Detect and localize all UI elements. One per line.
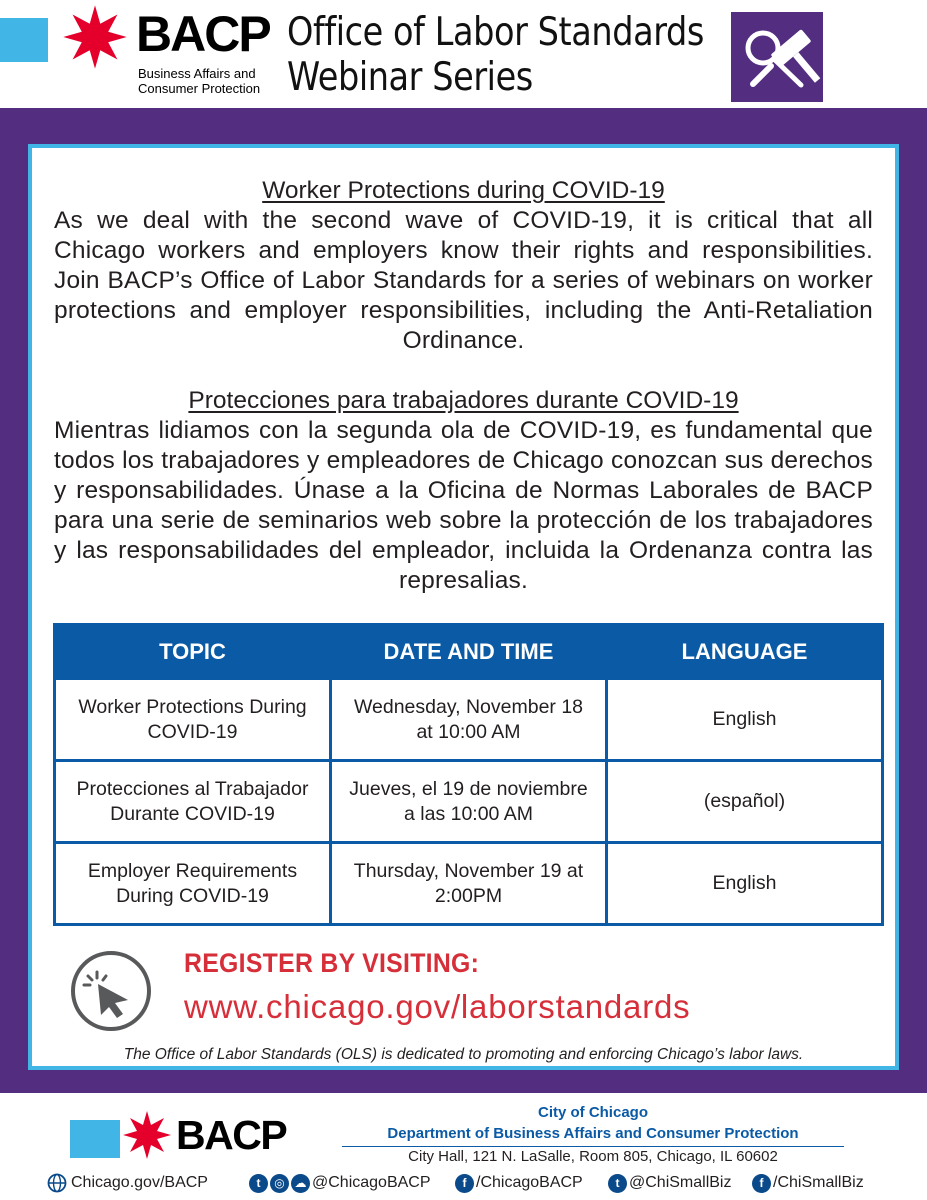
flag-blue-bar: [0, 18, 48, 62]
table-row: [55, 679, 883, 761]
date-cell: [331, 843, 607, 925]
click-cursor-icon: [70, 950, 152, 1032]
language-cell: English: [607, 843, 883, 925]
footer-city: City of Chicago: [537, 1104, 648, 1121]
spanish-body: Mientras lidiamos con la segunda ola de COVID-19, es fundamental que todos los trabajadores y empleadores de Chicago conozcan sus derechos y responsabilidades. Únase a la Oficina de Normas Laborales de BACP para una serie de seminarios web sobre la protección de los trabajadores y las responsabilidades del empleador, incluida la Ordenanza contra las represalias.: [54, 417, 873, 594]
twitter-icon: t: [608, 1174, 627, 1193]
bacp-logo-subtitle: [138, 66, 260, 96]
topic-cell: [55, 843, 331, 925]
register-link[interactable]: www.chicago.gov/laborstandards: [184, 988, 691, 1025]
chicagobacp-facebook-text: /ChicagoBACP: [476, 1174, 583, 1191]
globe-icon: [47, 1173, 67, 1193]
topic-cell: [55, 679, 331, 761]
chicagobacp-handle: @ChicagoBACP: [312, 1174, 431, 1191]
date-line1: Thursday, November 19 at: [353, 859, 584, 882]
topic-line1: Employer Requirements: [87, 859, 298, 882]
table-row: [55, 843, 883, 925]
spanish-block: [54, 386, 873, 596]
page-title: [287, 10, 704, 100]
date-cell: [331, 679, 607, 761]
table-row: [55, 761, 883, 843]
date-line2: a las 10:00 AM: [404, 802, 533, 825]
topic-line2: Durante COVID-19: [110, 802, 275, 825]
language-cell: (español): [607, 761, 883, 843]
title-line2: Webinar Series: [287, 55, 533, 100]
language-cell: English: [607, 679, 883, 761]
topic-line1: Worker Protections During: [78, 695, 307, 718]
content-frame: [0, 108, 927, 1093]
footer-chicagobacp-social[interactable]: [249, 1171, 431, 1195]
chismallbiz-handle: @ChiSmallBiz: [629, 1174, 732, 1191]
title-line1: Office of Labor Standards: [287, 10, 704, 55]
topic-line1: Protecciones al Trabajador: [76, 777, 309, 800]
date-line2: at 10:00 AM: [416, 720, 521, 743]
date-cell: [331, 761, 607, 843]
logo-subtitle-line1: Business Affairs and: [138, 66, 256, 81]
topic-line2: During COVID-19: [116, 884, 269, 907]
english-body: As we deal with the second wave of COVID-19, it is critical that all Chicago workers and employers know their rights and responsibilities. Join BACP’s Office of Labor Standards for a series of webinars on worker protections and employer responsibilities, including the Anti-Retaliation Ordinance.: [54, 207, 873, 354]
header-topic: TOPIC: [55, 625, 331, 679]
intro-section: [54, 176, 873, 596]
date-line1: Jueves, el 19 de noviembre: [349, 777, 588, 800]
logo-subtitle-line2: Consumer Protection: [138, 81, 261, 96]
footer-chicago-star-icon: [122, 1110, 172, 1160]
page-header: [0, 0, 927, 108]
footer-chismallbiz-facebook[interactable]: [752, 1171, 864, 1195]
header-date-time: DATE AND TIME: [331, 625, 607, 679]
footer-bacp-logo: BACP: [176, 1112, 287, 1158]
header-language: LANGUAGE: [607, 625, 883, 679]
ols-mission-note: The Office of Labor Standards (OLS) is dedicated to promoting and enforcing Chicago’s labor laws.: [123, 1046, 804, 1063]
webinar-schedule-table: [53, 623, 884, 926]
topic-cell: [55, 761, 331, 843]
chicago-star-icon: [62, 4, 128, 70]
facebook-icon: f: [455, 1174, 474, 1193]
footer-flag-blue-bar: [70, 1120, 120, 1158]
soundcloud-icon: ☁: [291, 1174, 310, 1193]
bacp-logo-text: BACP: [136, 6, 270, 62]
twitter-icon: t: [249, 1174, 268, 1193]
footer-website-link[interactable]: [47, 1171, 208, 1195]
chismallbiz-facebook-text: /ChiSmallBiz: [773, 1174, 864, 1191]
spanish-title: Protecciones para trabajadores durante COVID-19: [188, 387, 739, 414]
date-line1: Wednesday, November 18: [353, 695, 584, 718]
english-title: Worker Protections during COVID-19: [262, 177, 665, 204]
date-line2: 2:00PM: [434, 884, 503, 907]
footer-chismallbiz-twitter[interactable]: [608, 1171, 731, 1195]
instagram-icon: ◎: [270, 1174, 289, 1193]
table-header-row: [55, 625, 883, 679]
footer-chicagobacp-facebook[interactable]: [455, 1171, 583, 1195]
footer-department: Department of Business Affairs and Consumer Protection: [342, 1124, 844, 1147]
register-heading: REGISTER BY VISITING:: [184, 948, 480, 978]
facebook-icon: f: [752, 1174, 771, 1193]
topic-line2: COVID-19: [147, 720, 238, 743]
content-panel: [28, 144, 899, 1070]
magnifier-gavel-icon: [731, 12, 823, 102]
footer-address: City Hall, 121 N. LaSalle, Room 805, Chicago, IL 60602: [408, 1148, 778, 1165]
website-text: Chicago.gov/BACP: [71, 1174, 208, 1191]
